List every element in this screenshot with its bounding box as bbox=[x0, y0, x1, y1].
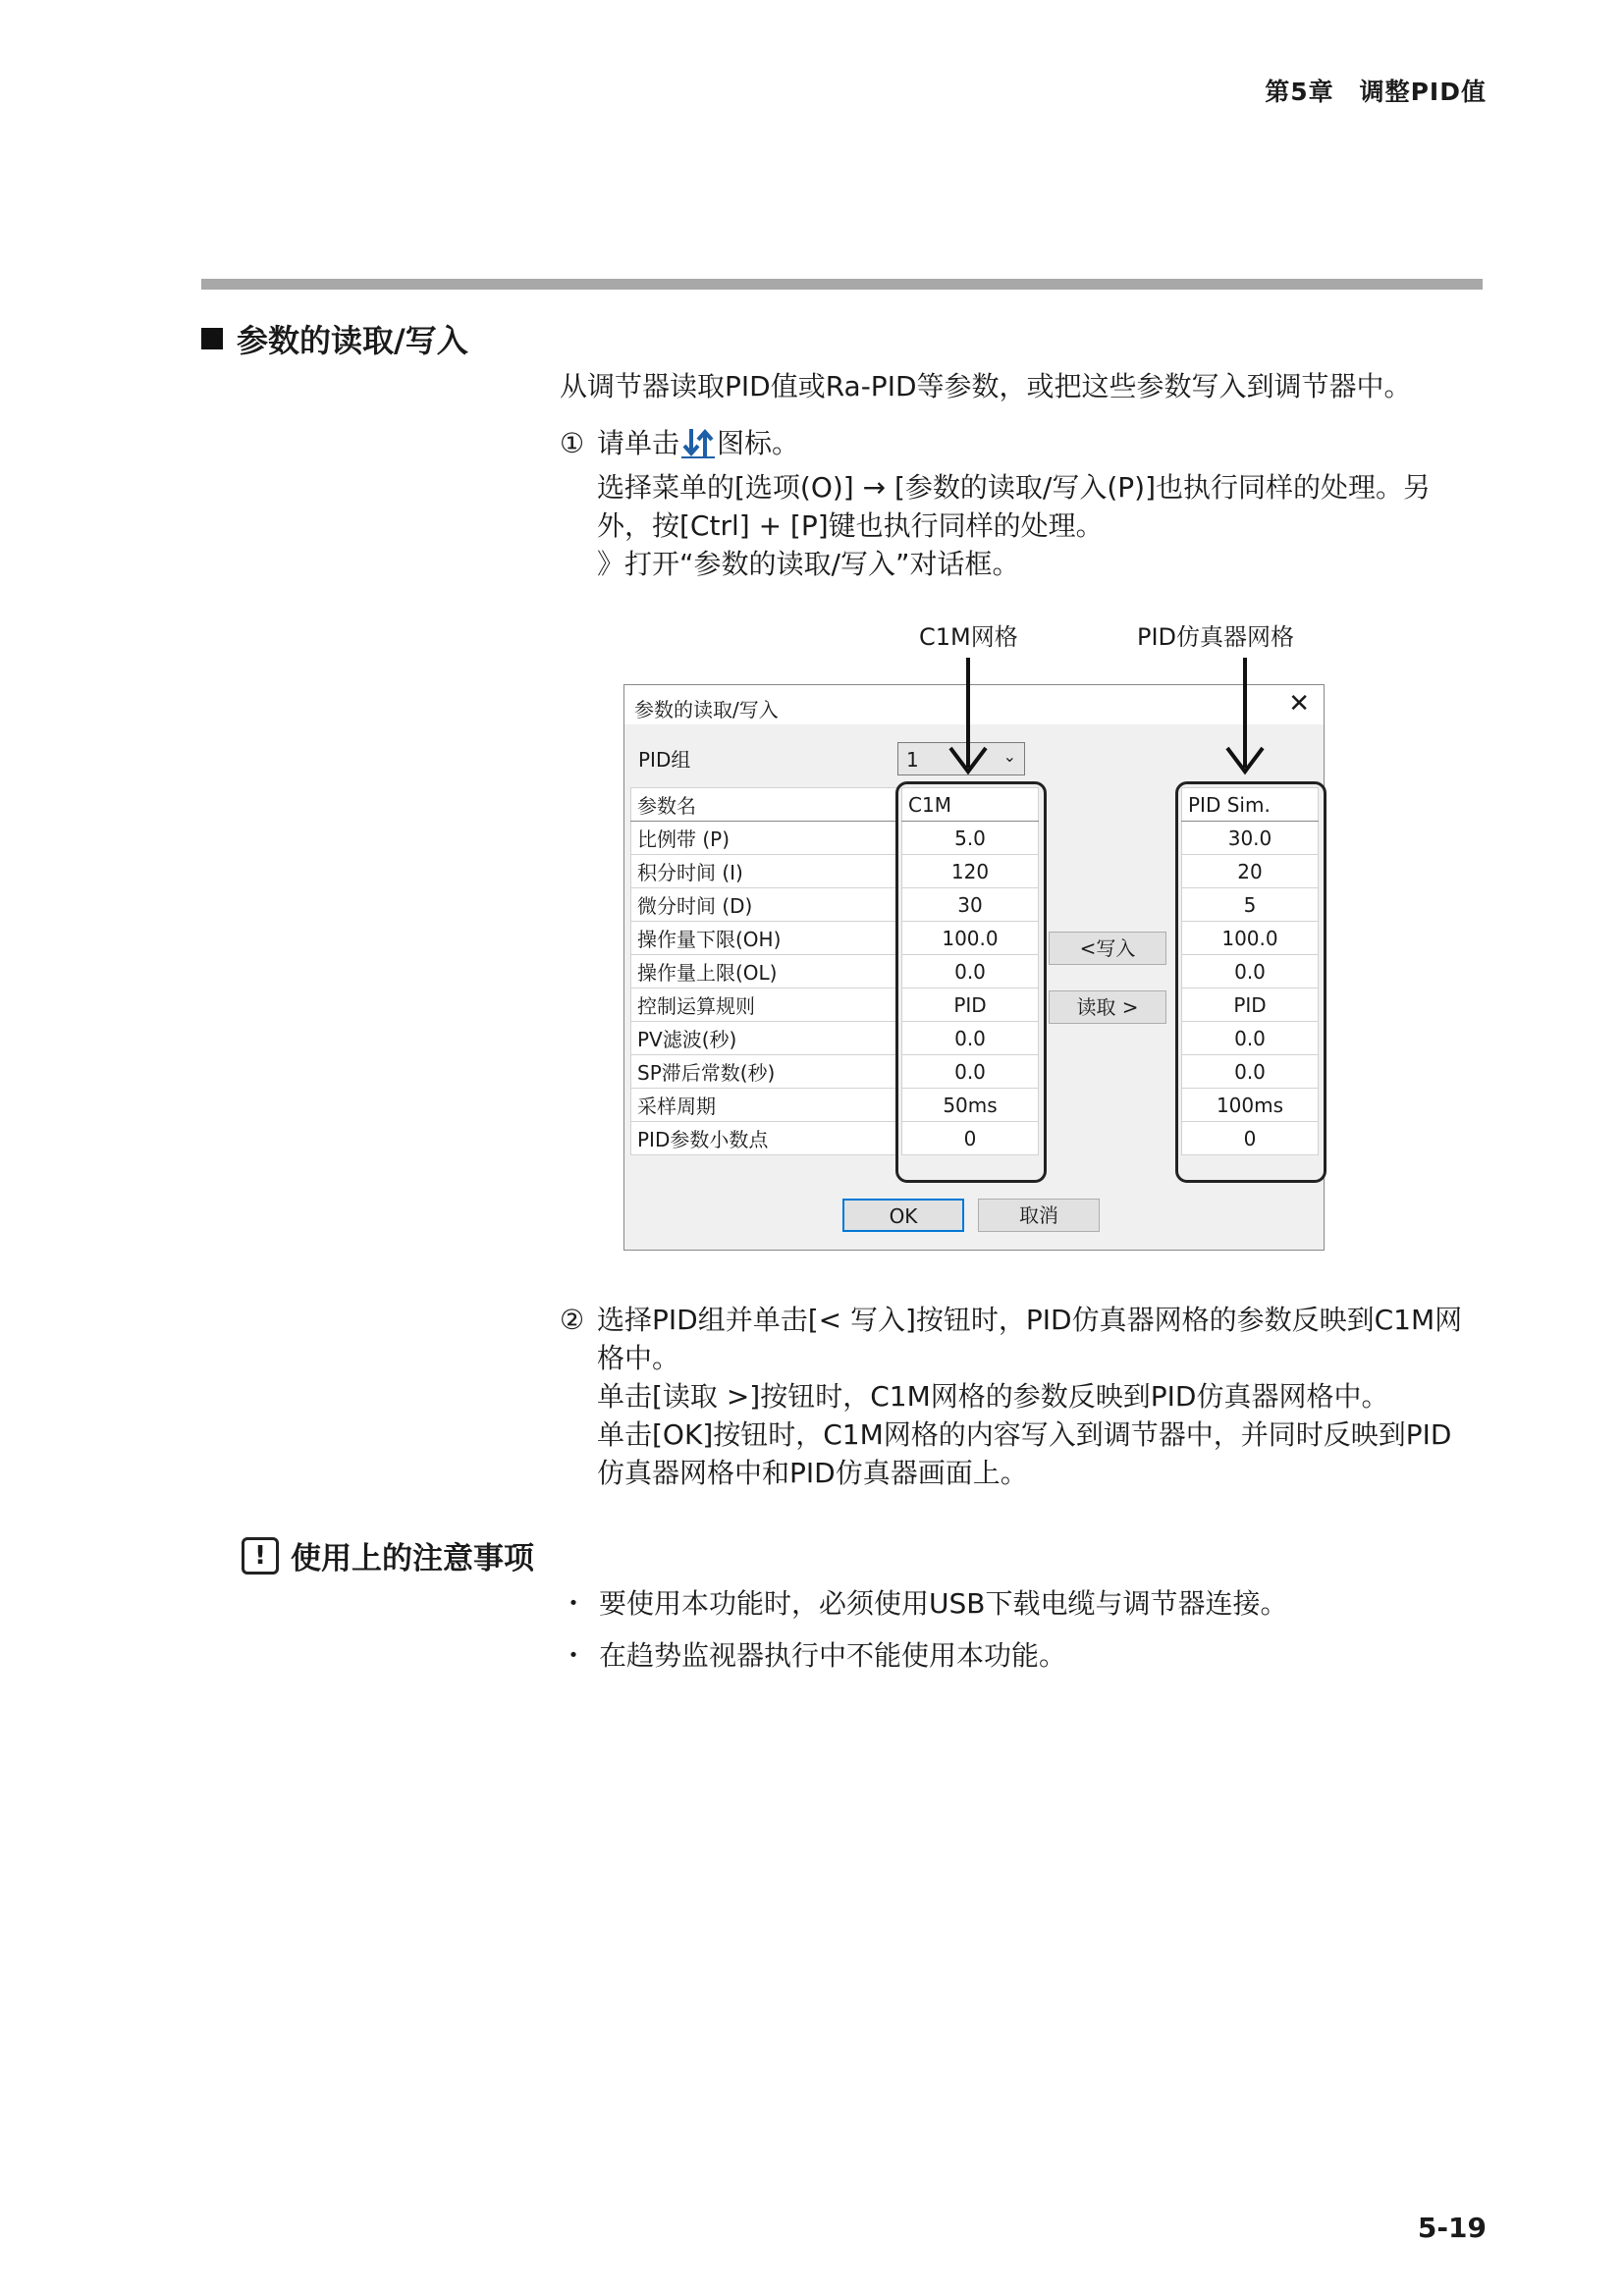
sim-cell[interactable]: 5 bbox=[1182, 888, 1319, 922]
sim-cell[interactable]: 0 bbox=[1182, 1122, 1319, 1155]
chapter-header: 第5章 调整PID值 bbox=[1265, 78, 1487, 106]
c1m-header: C1M bbox=[902, 788, 1039, 822]
c1m-cell[interactable]: 50ms bbox=[902, 1089, 1039, 1122]
bullet-dot-icon: ・ bbox=[560, 1639, 588, 1672]
caution-bullet-text: 在趋势监视器执行中不能使用本功能。 bbox=[599, 1639, 1067, 1672]
step-2-line3: 单击[读取 >]按钮时，C1M网格的参数反映到PID仿真器网格中。 bbox=[597, 1380, 1389, 1413]
bullet-dot-icon: ・ bbox=[560, 1587, 588, 1620]
page-number: 5-19 bbox=[1417, 2212, 1487, 2244]
sim-cell[interactable]: 100ms bbox=[1182, 1089, 1319, 1122]
pid-group-select[interactable] bbox=[897, 742, 1025, 775]
c1m-cell[interactable]: 5.0 bbox=[902, 822, 1039, 855]
c1m-cell[interactable]: 0 bbox=[902, 1122, 1039, 1155]
read-write-dialog bbox=[623, 684, 1325, 1251]
intro-text: 从调节器读取PID值或Ra-PID等参数，或把这些参数写入到调节器中。 bbox=[560, 370, 1412, 402]
param-name: 控制运算规则 bbox=[631, 988, 897, 1022]
dialog-title: 参数的读取/写入 bbox=[634, 698, 779, 721]
step-1-line2: 选择菜单的[选项(O)] → [参数的读取/写入(P)]也执行同样的处理。另 bbox=[597, 471, 1432, 504]
sim-cell[interactable]: PID bbox=[1182, 988, 1319, 1022]
param-name: 微分时间 (D) bbox=[631, 888, 897, 922]
caution-title: 使用上的注意事项 bbox=[291, 1541, 534, 1576]
c1m-cell[interactable]: PID bbox=[902, 988, 1039, 1022]
step-2 bbox=[560, 1301, 1492, 1492]
sim-cell[interactable]: 30.0 bbox=[1182, 822, 1319, 855]
step-1 bbox=[560, 424, 1492, 583]
step-2-line2: 格中。 bbox=[597, 1342, 680, 1374]
step-1-line4: 》打开“参数的读取/写入”对话框。 bbox=[597, 548, 1020, 580]
section-title-text: 参数的读取/写入 bbox=[237, 322, 468, 359]
param-name: 积分时间 (I) bbox=[631, 855, 897, 888]
write-button[interactable]: <写入 bbox=[1049, 932, 1166, 965]
close-icon[interactable]: ✕ bbox=[1288, 689, 1310, 719]
step-1-line1-b: 图标。 bbox=[717, 427, 800, 459]
param-name: PID参数小数点 bbox=[631, 1122, 897, 1155]
step-1-line3: 外，按[Ctrl] + [P]键也执行同样的处理。 bbox=[597, 509, 1104, 542]
sim-cell[interactable]: 0.0 bbox=[1182, 1055, 1319, 1089]
exclamation-icon: ! bbox=[242, 1537, 279, 1575]
parameter-name-grid bbox=[630, 787, 897, 1155]
step-2-line5: 仿真器网格中和PID仿真器画面上。 bbox=[597, 1457, 1028, 1489]
caution-bullet-text: 要使用本功能时，必须使用USB下载电缆与调节器连接。 bbox=[599, 1587, 1288, 1620]
ok-button[interactable]: OK bbox=[842, 1199, 964, 1232]
param-name: 操作量下限(OH) bbox=[631, 922, 897, 955]
sim-grid-highlight bbox=[1175, 781, 1326, 1183]
name-header: 参数名 bbox=[631, 788, 897, 822]
step-2-line4: 单击[OK]按钮时，C1M网格的内容写入到调节器中，并同时反映到PID bbox=[597, 1418, 1452, 1451]
annotation-sim-grid: PID仿真器网格 bbox=[1137, 623, 1295, 651]
step-1-number: ① bbox=[560, 427, 585, 459]
dialog-titlebar bbox=[624, 685, 1324, 724]
caution-heading bbox=[242, 1533, 534, 1577]
pid-group-value: 1 bbox=[906, 748, 919, 772]
param-name: SP滞后常数(秒) bbox=[631, 1055, 897, 1089]
sim-cell[interactable]: 0.0 bbox=[1182, 955, 1319, 988]
param-name: PV滤波(秒) bbox=[631, 1022, 897, 1055]
sim-cell[interactable]: 100.0 bbox=[1182, 922, 1319, 955]
square-bullet-icon bbox=[201, 328, 223, 349]
c1m-cell[interactable]: 0.0 bbox=[902, 1022, 1039, 1055]
param-name: 比例带 (P) bbox=[631, 822, 897, 855]
c1m-grid-highlight bbox=[895, 781, 1047, 1183]
step-2-line1: 选择PID组并单击[< 写入]按钮时，PID仿真器网格的参数反映到C1M网 bbox=[597, 1304, 1463, 1336]
caution-bullet bbox=[560, 1584, 1288, 1623]
sim-header: PID Sim. bbox=[1182, 788, 1319, 822]
cancel-button[interactable]: 取消 bbox=[978, 1199, 1100, 1232]
sim-cell[interactable]: 20 bbox=[1182, 855, 1319, 888]
caution-bullet bbox=[560, 1636, 1066, 1675]
chevron-down-icon: ⌄ bbox=[1002, 747, 1016, 766]
c1m-cell[interactable]: 120 bbox=[902, 855, 1039, 888]
c1m-cell[interactable]: 0.0 bbox=[902, 1055, 1039, 1089]
pid-group-label: PID组 bbox=[638, 748, 691, 772]
step-2-number: ② bbox=[560, 1304, 585, 1336]
sim-cell[interactable]: 0.0 bbox=[1182, 1022, 1319, 1055]
section-rule bbox=[201, 279, 1483, 290]
read-write-icon bbox=[681, 427, 715, 468]
param-name: 采样周期 bbox=[631, 1089, 897, 1122]
section-title bbox=[201, 316, 468, 361]
step-1-line1-a: 请单击 bbox=[597, 427, 680, 459]
annotation-c1m-grid: C1M网格 bbox=[919, 623, 1018, 651]
param-name: 操作量上限(OL) bbox=[631, 955, 897, 988]
c1m-cell[interactable]: 100.0 bbox=[902, 922, 1039, 955]
read-button[interactable]: 读取 > bbox=[1049, 990, 1166, 1024]
c1m-cell[interactable]: 0.0 bbox=[902, 955, 1039, 988]
c1m-cell[interactable]: 30 bbox=[902, 888, 1039, 922]
